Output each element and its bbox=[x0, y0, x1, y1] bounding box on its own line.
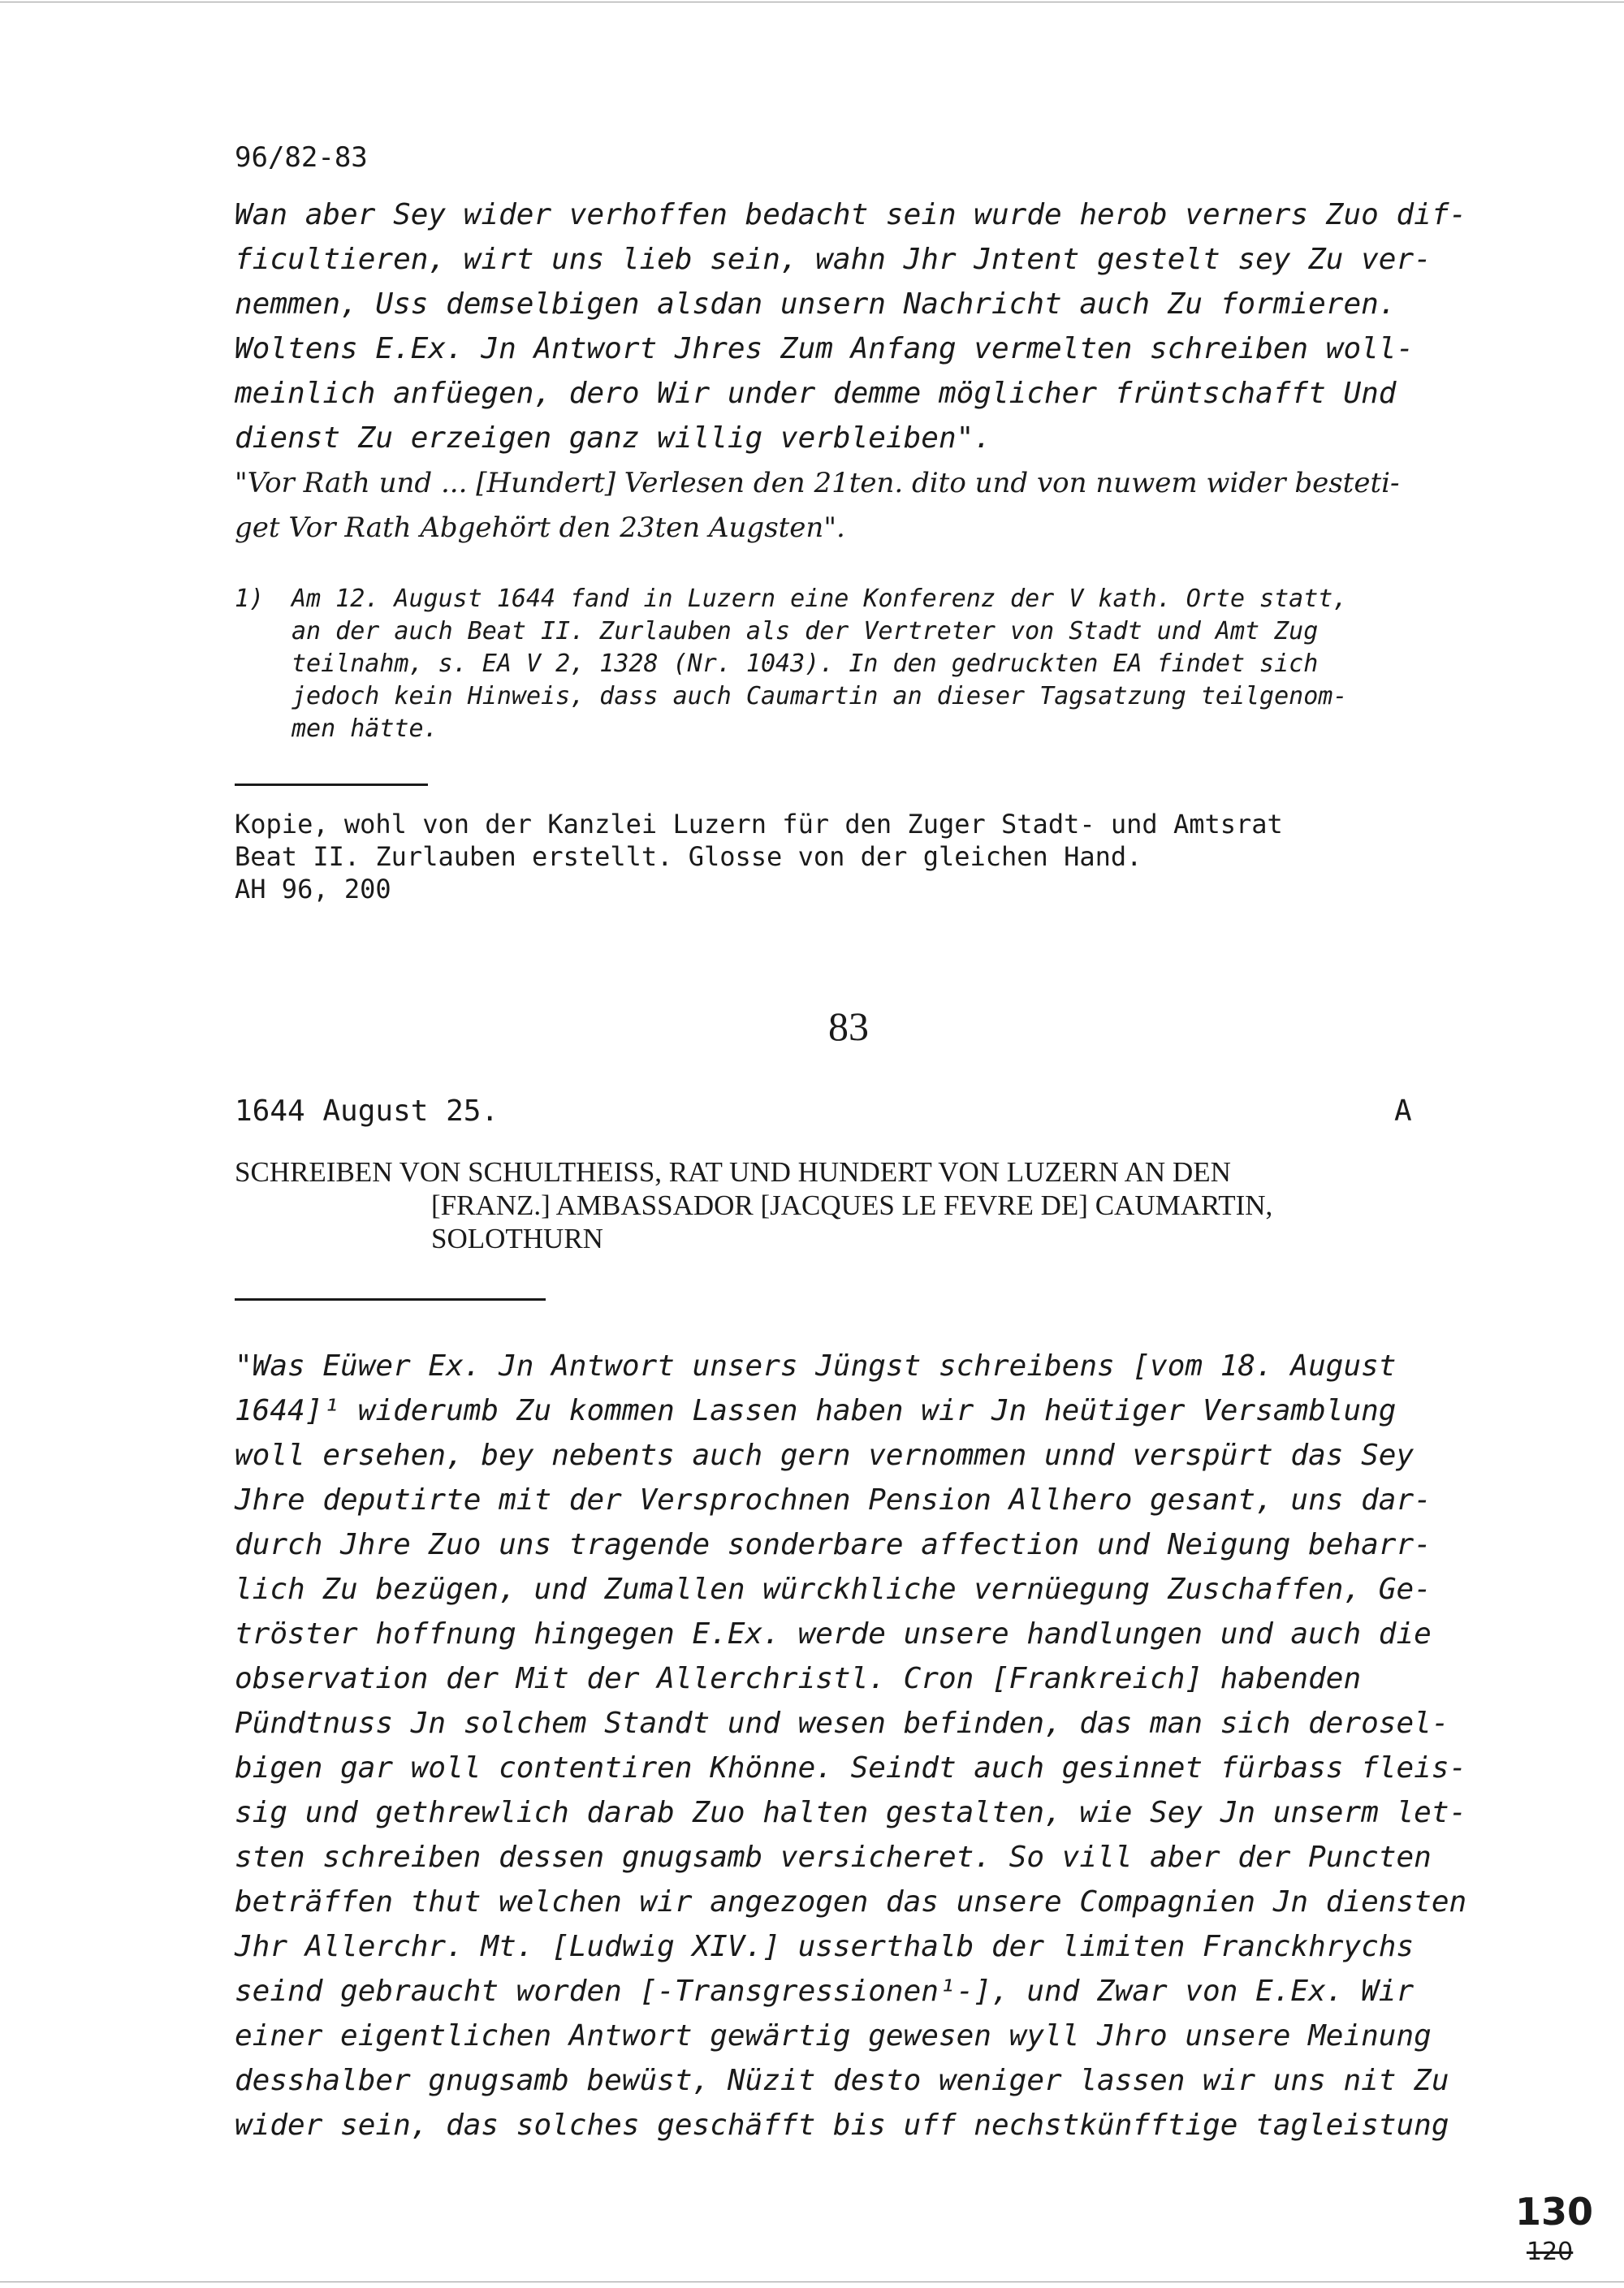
letter-body-line: sten schreiben dessen gnugsamb versicheret. So vill aber der Puncten bbox=[235, 1841, 1432, 1874]
folio-number: 130 bbox=[1515, 2190, 1594, 2234]
source-note-line: Kopie, wohl von der Kanzlei Luzern für den Zuger Stadt- und Amtsrat bbox=[235, 809, 1283, 840]
heading-line: SCHREIBEN VON SCHULTHEISS, RAT UND HUNDERT VON LUZERN AN DEN bbox=[235, 1156, 1231, 1188]
letter-text-line: Wan aber Sey wider verhoffen bedacht sein wurde herob verners Zuo dif- bbox=[235, 198, 1467, 231]
footnote-marker: 1) bbox=[235, 585, 265, 613]
letter-body-line: 1644]¹ widerumb Zu kommen Lassen haben wir Jn heütiger Versamblung bbox=[235, 1394, 1397, 1427]
footnote-line: an der auch Beat II. Zurlauben als der Vertreter von Stadt und Amt Zug bbox=[292, 617, 1319, 645]
letter-body-line: tröster hoffnung hingegen E.Ex. werde unsere handlungen und auch die bbox=[235, 1617, 1432, 1651]
letter-body-line: seind gebraucht worden [-Transgressionen¹-], und Zwar von E.Ex. Wir bbox=[235, 1975, 1415, 2008]
source-note-line: AH 96, 200 bbox=[235, 874, 391, 904]
footnote-line: jedoch kein Hinweis, dass auch Caumartin an dieser Tagsatzung teilgenom- bbox=[292, 682, 1348, 710]
letter-body-line: Pündtnuss Jn solchem Standt und wesen befinden, das man sich derosel- bbox=[235, 1707, 1449, 1740]
letter-body-line: einer eigentlichen Antwort gewärtig gewesen wyll Jhro unsere Meinung bbox=[235, 2019, 1432, 2053]
letter-body-line: desshalber gnugsamb bewüst, Nüzit desto weniger lassen wir uns nit Zu bbox=[235, 2064, 1449, 2097]
letter-text-line: meinlich anfüegen, dero Wir under demme möglicher früntschafft Und bbox=[235, 377, 1397, 410]
letter-body-line: bigen gar woll contentiren Khönne. Seindt auch gesinnet fürbass fleis- bbox=[235, 1751, 1467, 1785]
letter-body-line: wider sein, das solches geschäfft bis uff nechstkünfftige tagleistung bbox=[235, 2109, 1449, 2142]
letter-body-line: Jhre deputirte mit der Versprochnen Pension Allhero gesant, uns dar- bbox=[235, 1483, 1432, 1517]
document-number: 83 bbox=[828, 1004, 869, 1049]
letter-body-line: woll ersehen, bey nebents auch gern vernommen unnd verspürt das Sey bbox=[235, 1439, 1415, 1472]
letter-body-line: durch Jhre Zuo uns tragende sonderbare affection und Neigung beharr- bbox=[235, 1528, 1432, 1561]
gloss-line: "Vor Rath und ... [Hundert] Verlesen den 21ten. dito und von nuwem wider besteti- bbox=[235, 467, 1400, 499]
letter-text-line: ficultieren, wirt uns lieb sein, wahn Jhr Jntent gestelt sey Zu ver- bbox=[235, 243, 1432, 276]
source-note-line: Beat II. Zurlauben erstellt. Glosse von der gleichen Hand. bbox=[235, 841, 1142, 872]
footnote-line: teilnahm, s. EA V 2, 1328 (Nr. 1043). In den gedruckten EA findet sich bbox=[292, 650, 1319, 678]
letter-body-line: beträffen thut welchen wir angezogen das unsere Compagnien Jn diensten bbox=[235, 1885, 1467, 1919]
letter-body-line: sig und gethrewlich darab Zuo halten gestalten, wie Sey Jn unserm let- bbox=[235, 1796, 1467, 1829]
folio-number-struck: 120 bbox=[1527, 2238, 1574, 2266]
letter-text-line: nemmen, Uss demselbigen alsdan unsern Nachricht auch Zu formieren. bbox=[235, 287, 1397, 321]
footnote-divider bbox=[235, 784, 428, 786]
document-type-marker: A bbox=[1394, 1094, 1412, 1128]
page-reference: 96/82-83 bbox=[235, 141, 368, 174]
heading-line: SOLOTHURN bbox=[431, 1223, 603, 1254]
letter-text-line: Woltens E.Ex. Jn Antwort Jhres Zum Anfang vermelten schreiben woll- bbox=[235, 332, 1415, 365]
letter-text-line: dienst Zu erzeigen ganz willig verbleiben". bbox=[235, 421, 991, 455]
gloss-line: get Vor Rath Abgehört den 23ten Augsten". bbox=[235, 512, 845, 544]
letter-body-line: Jhr Allerchr. Mt. [Ludwig XIV.] usserthalb der limiten Franckhrychs bbox=[235, 1930, 1415, 1963]
letter-body-line: "Was Eüwer Ex. Jn Antwort unsers Jüngst schreibens [vom 18. August bbox=[235, 1349, 1397, 1383]
letter-body-line: observation der Mit der Allerchristl. Cron [Frankreich] habenden bbox=[235, 1662, 1362, 1695]
heading-divider bbox=[235, 1298, 546, 1301]
footnote-line: men hätte. bbox=[292, 714, 438, 743]
footnote-line: Am 12. August 1644 fand in Luzern eine Konferenz der V kath. Orte statt, bbox=[292, 585, 1348, 613]
letter-body-line: lich Zu bezügen, und Zumallen würckhliche vernüegung Zuschaffen, Ge- bbox=[235, 1573, 1432, 1606]
heading-line: [FRANZ.] AMBASSADOR [JACQUES LE FEVRE DE] CAUMARTIN, bbox=[431, 1189, 1273, 1221]
document-date: 1644 August 25. bbox=[235, 1094, 499, 1128]
